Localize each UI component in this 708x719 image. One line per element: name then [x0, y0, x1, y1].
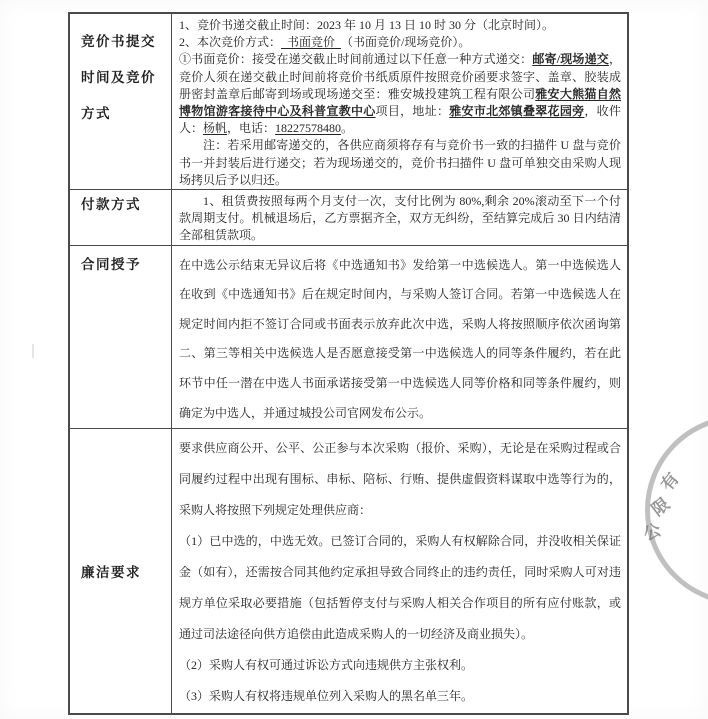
row-label-integrity-requirements: 廉洁要求 [70, 429, 172, 713]
text-segment: 2、本次竞价方式： [179, 35, 282, 50]
scan-artifact-mark [32, 344, 34, 358]
paragraph [179, 526, 621, 650]
paragraph [179, 681, 621, 712]
text-segment: 1、租赁费按照每两个月支付一次，支付比例为 80%,剩余 20%滚动至下一个付款周期支付。机械退场后，乙方票据齐全，双方无纠纷，至结算完成后 30 日内结清全部租赁款项。 [179, 194, 621, 243]
table-row-payment-method [70, 189, 627, 245]
row-label-bid-submission: 竞价书提交时间及竞价方式 [70, 14, 172, 189]
text-segment: 要求供应商公开、公平、公正参与本次采购（报价、采购），无论是在采购过程或合同履约过程中出现有围标、串标、陪标、行贿、提供虚假资料谋取中选等行为的，采购人将按照下列规定处理供应商： [179, 441, 621, 518]
underlined-text: 杨帆 [203, 121, 228, 136]
text-segment: 。 [341, 121, 354, 136]
text-segment: 1、竞价书递交截止时间：2023 年 10 月 13 日 10 时 30 分（北京时间）。 [179, 18, 555, 32]
paragraph [179, 34, 621, 51]
company-seal-character: 有 [657, 469, 683, 495]
underlined-text: 雅安大熊猫自然博物馆游客接待中心及科普宣教中心 [179, 86, 621, 119]
procurement-terms-table [68, 12, 629, 715]
paragraph [179, 433, 621, 526]
underlined-text: 书面竞价 [281, 35, 342, 50]
text-segment: 在中选公示结束无异议后将《中选通知书》发给第一中选候选人。第一中选候选人在收到《中选通知书》后在规定时间内，与采购人签订合同。若第一中选候选人在规定时间内拒不签订合同或书面表示放弃此次中选，采购人将按照顺序依次函询第二、第三等相关中选候选人是否愿意接受第一中选候选人的同等条件履约，若在此环节中任一潜在中选人书面承诺接受第一中选候选人同等价格和同等条件履约，则确定为中选人，并通过城投公司官网发布公示。 [179, 257, 621, 420]
row-label-payment-method: 付款方式 [70, 190, 172, 245]
row-content-bid-submission [172, 14, 627, 189]
table-row-integrity-requirements [70, 428, 627, 713]
underlined-text: 雅安市北郊镇叠翠花园旁 [449, 104, 585, 119]
text-segment: ，竞价人须在递交截止时间前将竞价书纸质原件按照竞价函要求签字、盖章、胶装成册密封盖章后邮寄到场或现场递交至：雅安城投建筑工程有限公司 [179, 52, 621, 101]
company-seal-character: 公 [640, 520, 664, 545]
paragraph [179, 193, 621, 245]
text-segment: ①书面竞价：接受在递交截止时间前通过以下任意一种方式递交： [179, 52, 533, 67]
text-segment: （3）采购人有权将违规单位列入采购人的黑名单三年。 [179, 689, 474, 704]
paragraph [179, 650, 621, 681]
text-segment: （书面竞价/现场竞价）。 [341, 35, 471, 50]
company-seal-character: 限 [648, 494, 674, 520]
text-segment: 项目，地址： [375, 104, 450, 119]
paragraph [179, 17, 621, 34]
text-segment: 注：若采用邮寄递交的，各供应商须将存有与竞价书一致的扫描件 U 盘与竞价书一并封装后进行递交；若为现场递交的，竞价书扫描件 U 盘可单独交由采购人现场拷贝后予以归还。 [179, 138, 621, 187]
row-content-integrity-requirements [172, 429, 627, 713]
paragraph [179, 51, 621, 137]
text-segment: （2）采购人有权可通过诉讼方式向违规供方主张权利。 [179, 658, 474, 673]
table-row-bid-submission [70, 14, 627, 189]
text-segment: ，收件人： [179, 104, 621, 136]
row-content-contract-award [172, 246, 627, 429]
paragraph [179, 251, 621, 429]
paragraph [179, 137, 621, 189]
table-row-contract-award [70, 245, 627, 429]
row-content-payment-method [172, 190, 627, 245]
text-segment: ，电话： [227, 121, 276, 136]
text-segment: （1）已中选的，中选无效。已签订合同的，采购人有权解除合同，并没收相关保证金（如有），还需按合同其他约定承担导致合同终止的违约责任，同时采购人可对违规方单位采取必要措施（包括暂停支付与采购人相关合作项目的所有应付账款，或通过司法途径向供方追偿由此造成采购人的一切经济及商业损失）。 [179, 534, 621, 642]
underlined-text: 邮寄/现场递交 [532, 52, 609, 67]
row-label-contract-award: 合同授予 [70, 246, 172, 429]
underlined-text: 18227578480 [275, 121, 342, 136]
